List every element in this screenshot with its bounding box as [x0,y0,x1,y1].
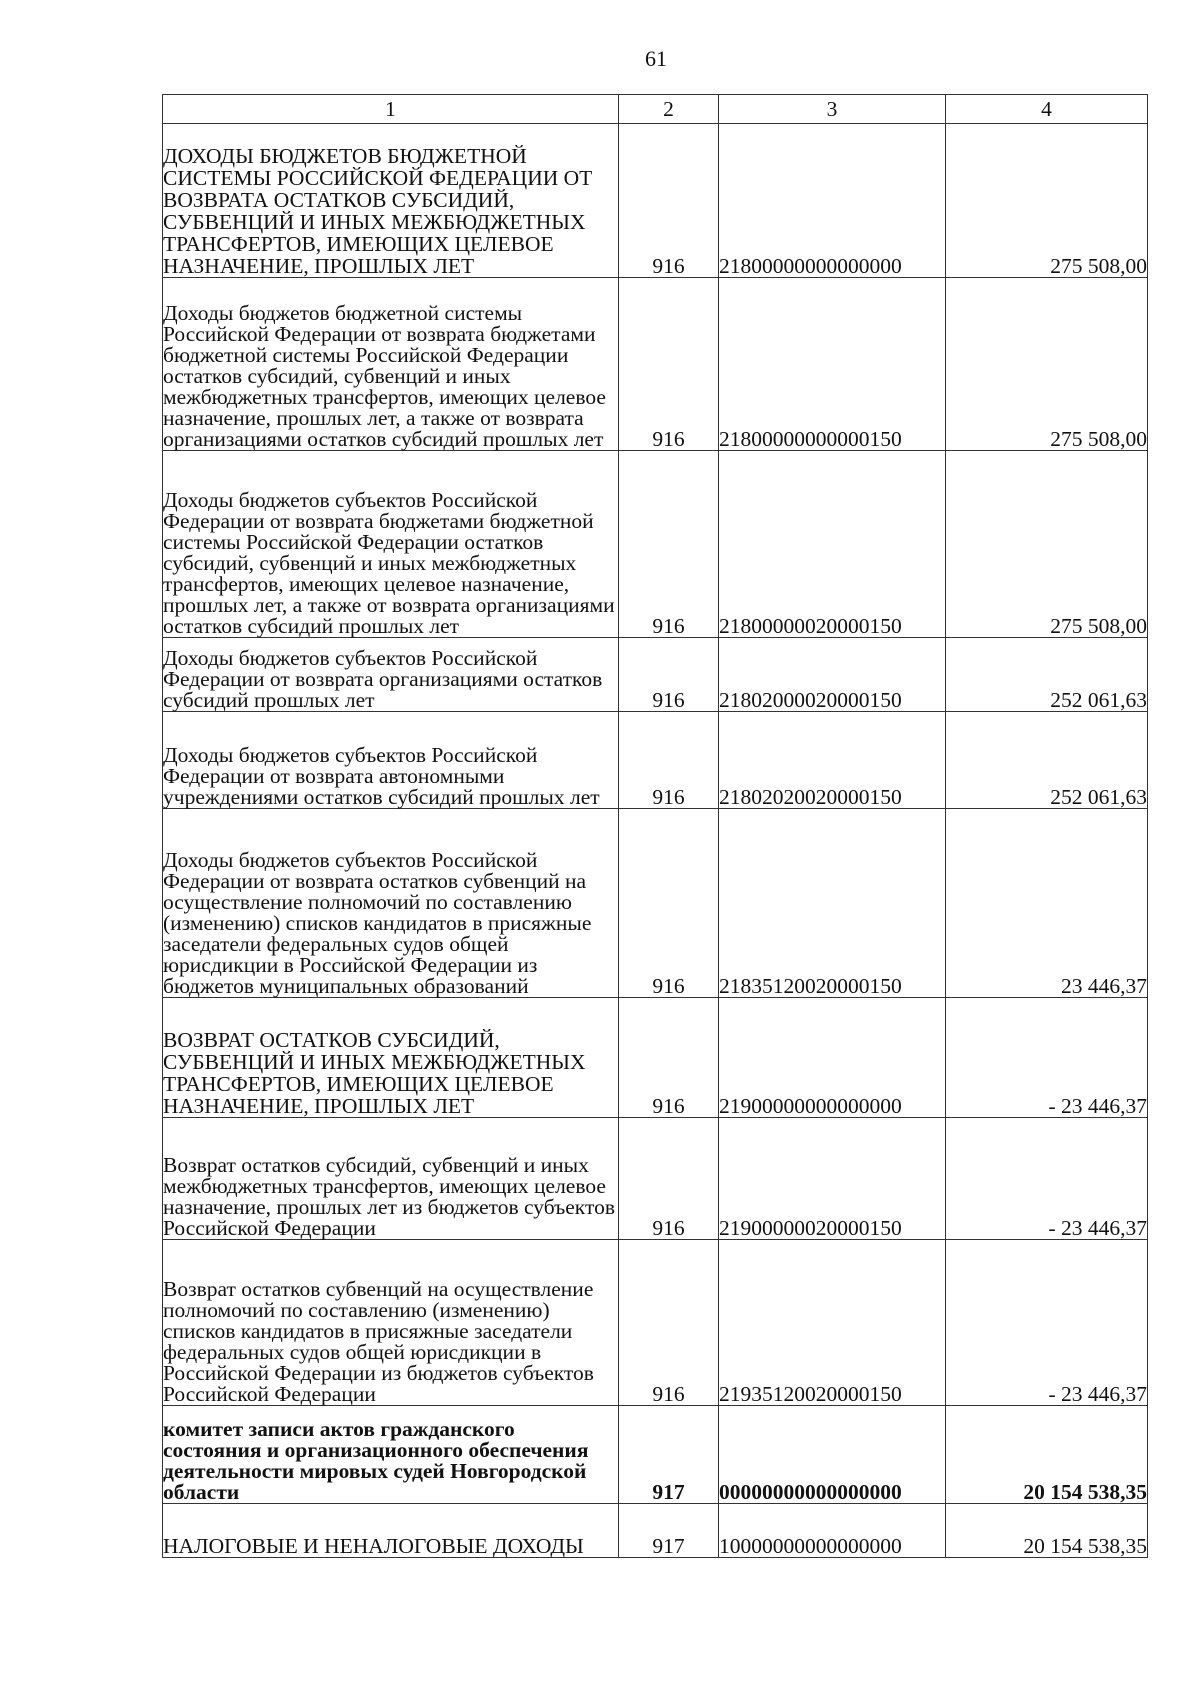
classification-code: 21900000020000150 [719,1118,946,1240]
classification-code: 10000000000000000 [719,1504,946,1558]
administrator-code: 916 [619,1118,719,1240]
administrator-code: 916 [619,712,719,809]
budget-revenue-table [162,94,1148,1558]
administrator-code: 917 [619,1406,719,1504]
table-row [163,1118,1148,1240]
line-item-name: комитет записи актов гражданского состояния и организационного обеспечения деятельности мировых судей Новгородской области [163,1406,619,1504]
table-row [163,809,1148,998]
column-number-2: 2 [619,95,719,124]
line-item-name: Доходы бюджетов субъектов Российской Федерации от возврата остатков субвенций на осуществление полномочий по составлению (изменению) списков кандидатов в присяжные заседатели федеральных судов общей юрисдикции в Российской Федерации из бюджетов муниципальных образований [163,809,619,998]
amount-value: - 23 446,37 [946,998,1148,1118]
table-row [163,712,1148,809]
amount-value: - 23 446,37 [946,1118,1148,1240]
amount-value: 275 508,00 [946,278,1148,451]
administrator-code: 916 [619,998,719,1118]
table-row [163,451,1148,638]
classification-code: 21800000020000150 [719,451,946,638]
table-row [163,998,1148,1118]
line-item-name: Доходы бюджетов субъектов Российской Федерации от возврата организациями остатков субсидий прошлых лет [163,638,619,712]
amount-value: 275 508,00 [946,451,1148,638]
amount-value: 23 446,37 [946,809,1148,998]
classification-code: 21835120020000150 [719,809,946,998]
administrator-code: 916 [619,638,719,712]
column-number-1: 1 [163,95,619,124]
classification-code: 21935120020000150 [719,1240,946,1406]
column-number-row [163,95,1148,124]
classification-code: 00000000000000000 [719,1406,946,1504]
administrator-code: 916 [619,124,719,278]
administrator-code: 916 [619,278,719,451]
line-item-name: ВОЗВРАТ ОСТАТКОВ СУБСИДИЙ, СУБВЕНЦИЙ И ИНЫХ МЕЖБЮДЖЕТНЫХ ТРАНСФЕРТОВ, ИМЕЮЩИХ ЦЕЛЕВОЕ НАЗНАЧЕНИЕ, ПРОШЛЫХ ЛЕТ [163,998,619,1118]
column-number-4: 4 [946,95,1148,124]
page-number: 61 [645,46,667,71]
table-row [163,124,1148,278]
table-row [163,1504,1148,1558]
amount-value: 275 508,00 [946,124,1148,278]
administrator-code: 916 [619,809,719,998]
amount-value: 252 061,63 [946,638,1148,712]
classification-code: 21802020020000150 [719,712,946,809]
administrator-code: 916 [619,451,719,638]
classification-code: 21800000000000150 [719,278,946,451]
line-item-name: Возврат остатков субсидий, субвенций и иных межбюджетных трансфертов, имеющих целевое назначение, прошлых лет из бюджетов субъектов Российской Федерации [163,1118,619,1240]
amount-value: 20 154 538,35 [946,1406,1148,1504]
line-item-name: НАЛОГОВЫЕ И НЕНАЛОГОВЫЕ ДОХОДЫ [163,1504,619,1558]
table-row [163,638,1148,712]
line-item-name: ДОХОДЫ БЮДЖЕТОВ БЮДЖЕТНОЙ СИСТЕМЫ РОССИЙСКОЙ ФЕДЕРАЦИИ ОТ ВОЗВРАТА ОСТАТКОВ СУБСИДИЙ, СУБВЕНЦИЙ И ИНЫХ МЕЖБЮДЖЕТНЫХ ТРАНСФЕРТОВ, ИМЕЮЩИХ ЦЕЛЕВОЕ НАЗНАЧЕНИЕ, ПРОШЛЫХ ЛЕТ [163,124,619,278]
line-item-name: Доходы бюджетов бюджетной системы Российской Федерации от возврата бюджетами бюджетной системы Российской Федерации остатков субсидий, субвенций и иных межбюджетных трансфертов, имеющих целевое назначение, прошлых лет, а также от возврата организациями остатков субсидий прошлых лет [163,278,619,451]
table-row [163,1240,1148,1406]
line-item-name: Возврат остатков субвенций на осуществление полномочий по составлению (изменению) списков кандидатов в присяжные заседатели федеральных судов общей юрисдикции в Российской Федерации из бюджетов субъектов Российской Федерации [163,1240,619,1406]
line-item-name: Доходы бюджетов субъектов Российской Федерации от возврата бюджетами бюджетной системы Российской Федерации остатков субсидий, субвенций и иных межбюджетных трансфертов, имеющих целевое назначение, прошлых лет, а также от возврата организациями остатков субсидий прошлых лет [163,451,619,638]
table-body [163,124,1148,1558]
classification-code: 21802000020000150 [719,638,946,712]
amount-value: 20 154 538,35 [946,1504,1148,1558]
amount-value: - 23 446,37 [946,1240,1148,1406]
amount-value: 252 061,63 [946,712,1148,809]
line-item-name: Доходы бюджетов субъектов Российской Федерации от возврата автономными учреждениями остатков субсидий прошлых лет [163,712,619,809]
column-number-3: 3 [719,95,946,124]
classification-code: 21900000000000000 [719,998,946,1118]
table-row [163,278,1148,451]
administrator-code: 917 [619,1504,719,1558]
administrator-code: 916 [619,1240,719,1406]
classification-code: 21800000000000000 [719,124,946,278]
table-row [163,1406,1148,1504]
